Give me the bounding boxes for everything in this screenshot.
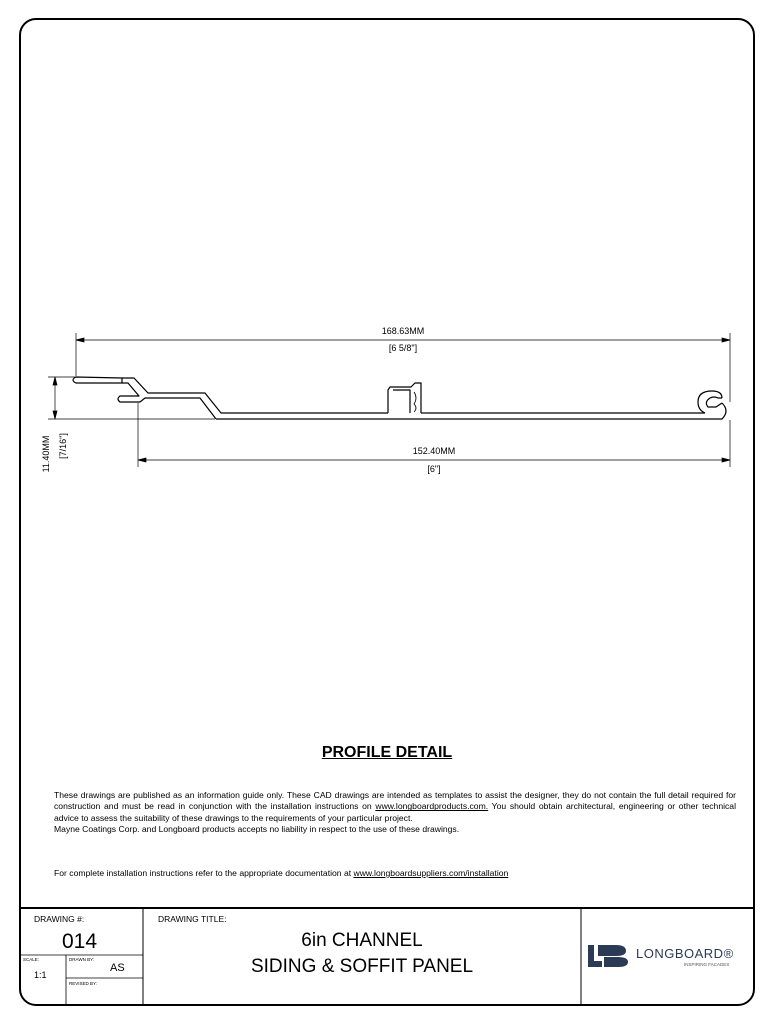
drawing-title-label: DRAWING TITLE: xyxy=(158,914,227,924)
scale-value: 1:1 xyxy=(34,970,47,980)
sheet-border xyxy=(20,19,754,1005)
drawn-by-label: DRAWN BY: xyxy=(69,957,95,962)
longboard-products-link[interactable]: www.longboardproducts.com. xyxy=(375,801,489,812)
install-note xyxy=(54,868,736,878)
brand-name: LONGBOARD® xyxy=(636,946,734,961)
drawing-number-label: DRAWING #: xyxy=(34,914,85,924)
thickness-in: [7/16"] xyxy=(58,433,68,459)
disclaimer xyxy=(54,790,736,836)
cover-width-mm: 152.40MM xyxy=(412,446,456,456)
drawing-number: 014 xyxy=(62,930,98,953)
drawing-title-line2: SIDING & SOFFIT PANEL xyxy=(250,956,474,977)
drawn-by-value: AS xyxy=(110,962,125,974)
cover-width-in: [6"] xyxy=(427,464,441,474)
drawing-title-line1: 6in CHANNEL xyxy=(301,930,423,951)
install-text: For complete installation instructions refer to the appropriate documentation at xyxy=(54,868,354,878)
revised-by-label: REVISED BY: xyxy=(69,981,98,986)
longboard-logo-icon xyxy=(588,945,628,967)
liability-note: Mayne Coatings Corp. and Longboard products accepts no liability in respect to the use of these drawings. xyxy=(54,824,460,835)
section-title: PROFILE DETAIL xyxy=(321,744,453,761)
overall-width-in: [6 5/8"] xyxy=(388,343,418,353)
installation-link[interactable]: www.longboardsuppliers.com/installation xyxy=(353,868,509,878)
scale-label: SCALE: xyxy=(23,957,40,962)
overall-width-mm: 168.63MM xyxy=(381,326,425,336)
brand-tagline: INSPIRING FACADES xyxy=(684,962,730,967)
disclaimer-text-2: You should obtain architectural, engineering or other technical advice to assess the suitability of these drawings to the requirements of your particular project. xyxy=(54,801,737,823)
disclaimer-text-1: These drawings are published as an information guide only. These CAD drawings are intended as templates to assist the designer, they do not contain the full detail required for construction and must be read in conjunction with the installation instructions on xyxy=(54,790,736,812)
channel-profile xyxy=(73,377,726,419)
thickness-mm: 11.40MM xyxy=(41,435,51,473)
